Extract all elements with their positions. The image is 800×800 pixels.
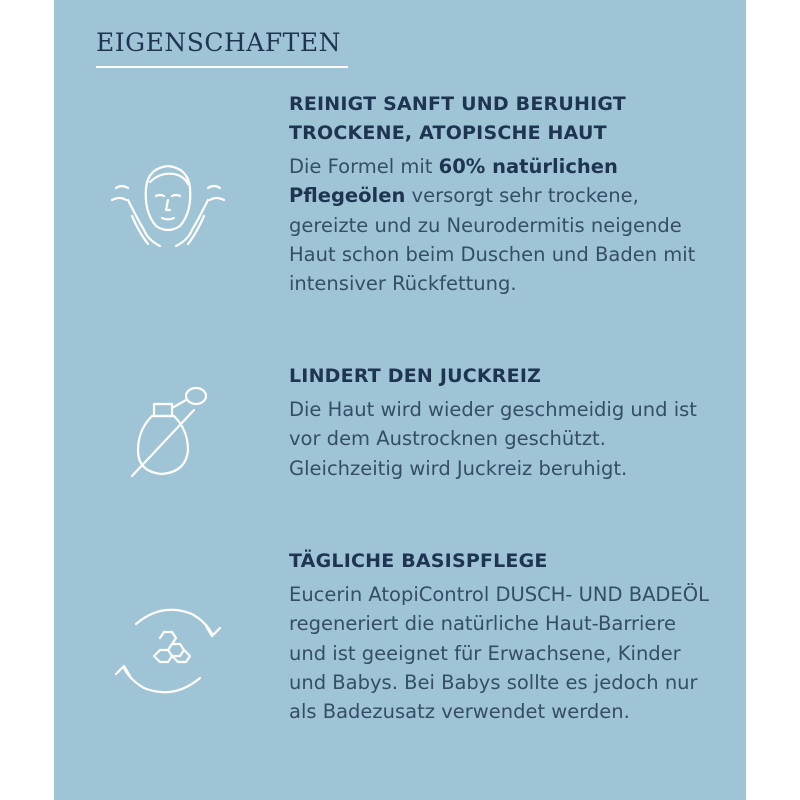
feature-text-daily-care: Eucerin AtopiControl DUSCH- UND BADEÖL regeneriert die natürliche Haut-Barriere und ist geeignet für Erwachsene, Kinder und Babys. Bei Babys sollte es jedoch nur als Badezusatz verwendet werden. [289,583,709,724]
text-part: Die Formel mit [289,155,439,178]
feature-text-cleanse [289,152,709,298]
barrier-renew-icon [108,598,228,708]
title-line: TÄGLICHE BASISPFLEGE [289,550,548,572]
section-heading: EIGENSCHAFTEN [96,28,341,57]
title-line: REINIGT SANFT UND BERUHIGT [289,93,626,115]
face-care-icon [108,160,228,270]
feature-text-itch-relief: Die Haut wird wieder geschmeidig und ist vor dem Austrocknen geschützt. Gleichzeitig wird Juckreiz beruhigt. [289,398,697,480]
heading-underline [96,66,348,68]
text-part: versorgt sehr trockene, gereizte und zu Neurodermitis neigende Haut schon beim Duschen und Baden mit intensiver Rückfettung. [289,184,696,296]
title-line: TROCKENE, ATOPISCHE HAUT [289,122,607,144]
no-perfume-icon [108,380,228,490]
feature-title-daily-care [289,547,709,576]
highlight-text: 60% natürlichen Pflegeölen [289,155,618,208]
feature-title-cleanse [289,90,709,148]
title-line: LINDERT DEN JUCKREIZ [289,365,542,387]
feature-title-itch-relief [289,362,709,391]
